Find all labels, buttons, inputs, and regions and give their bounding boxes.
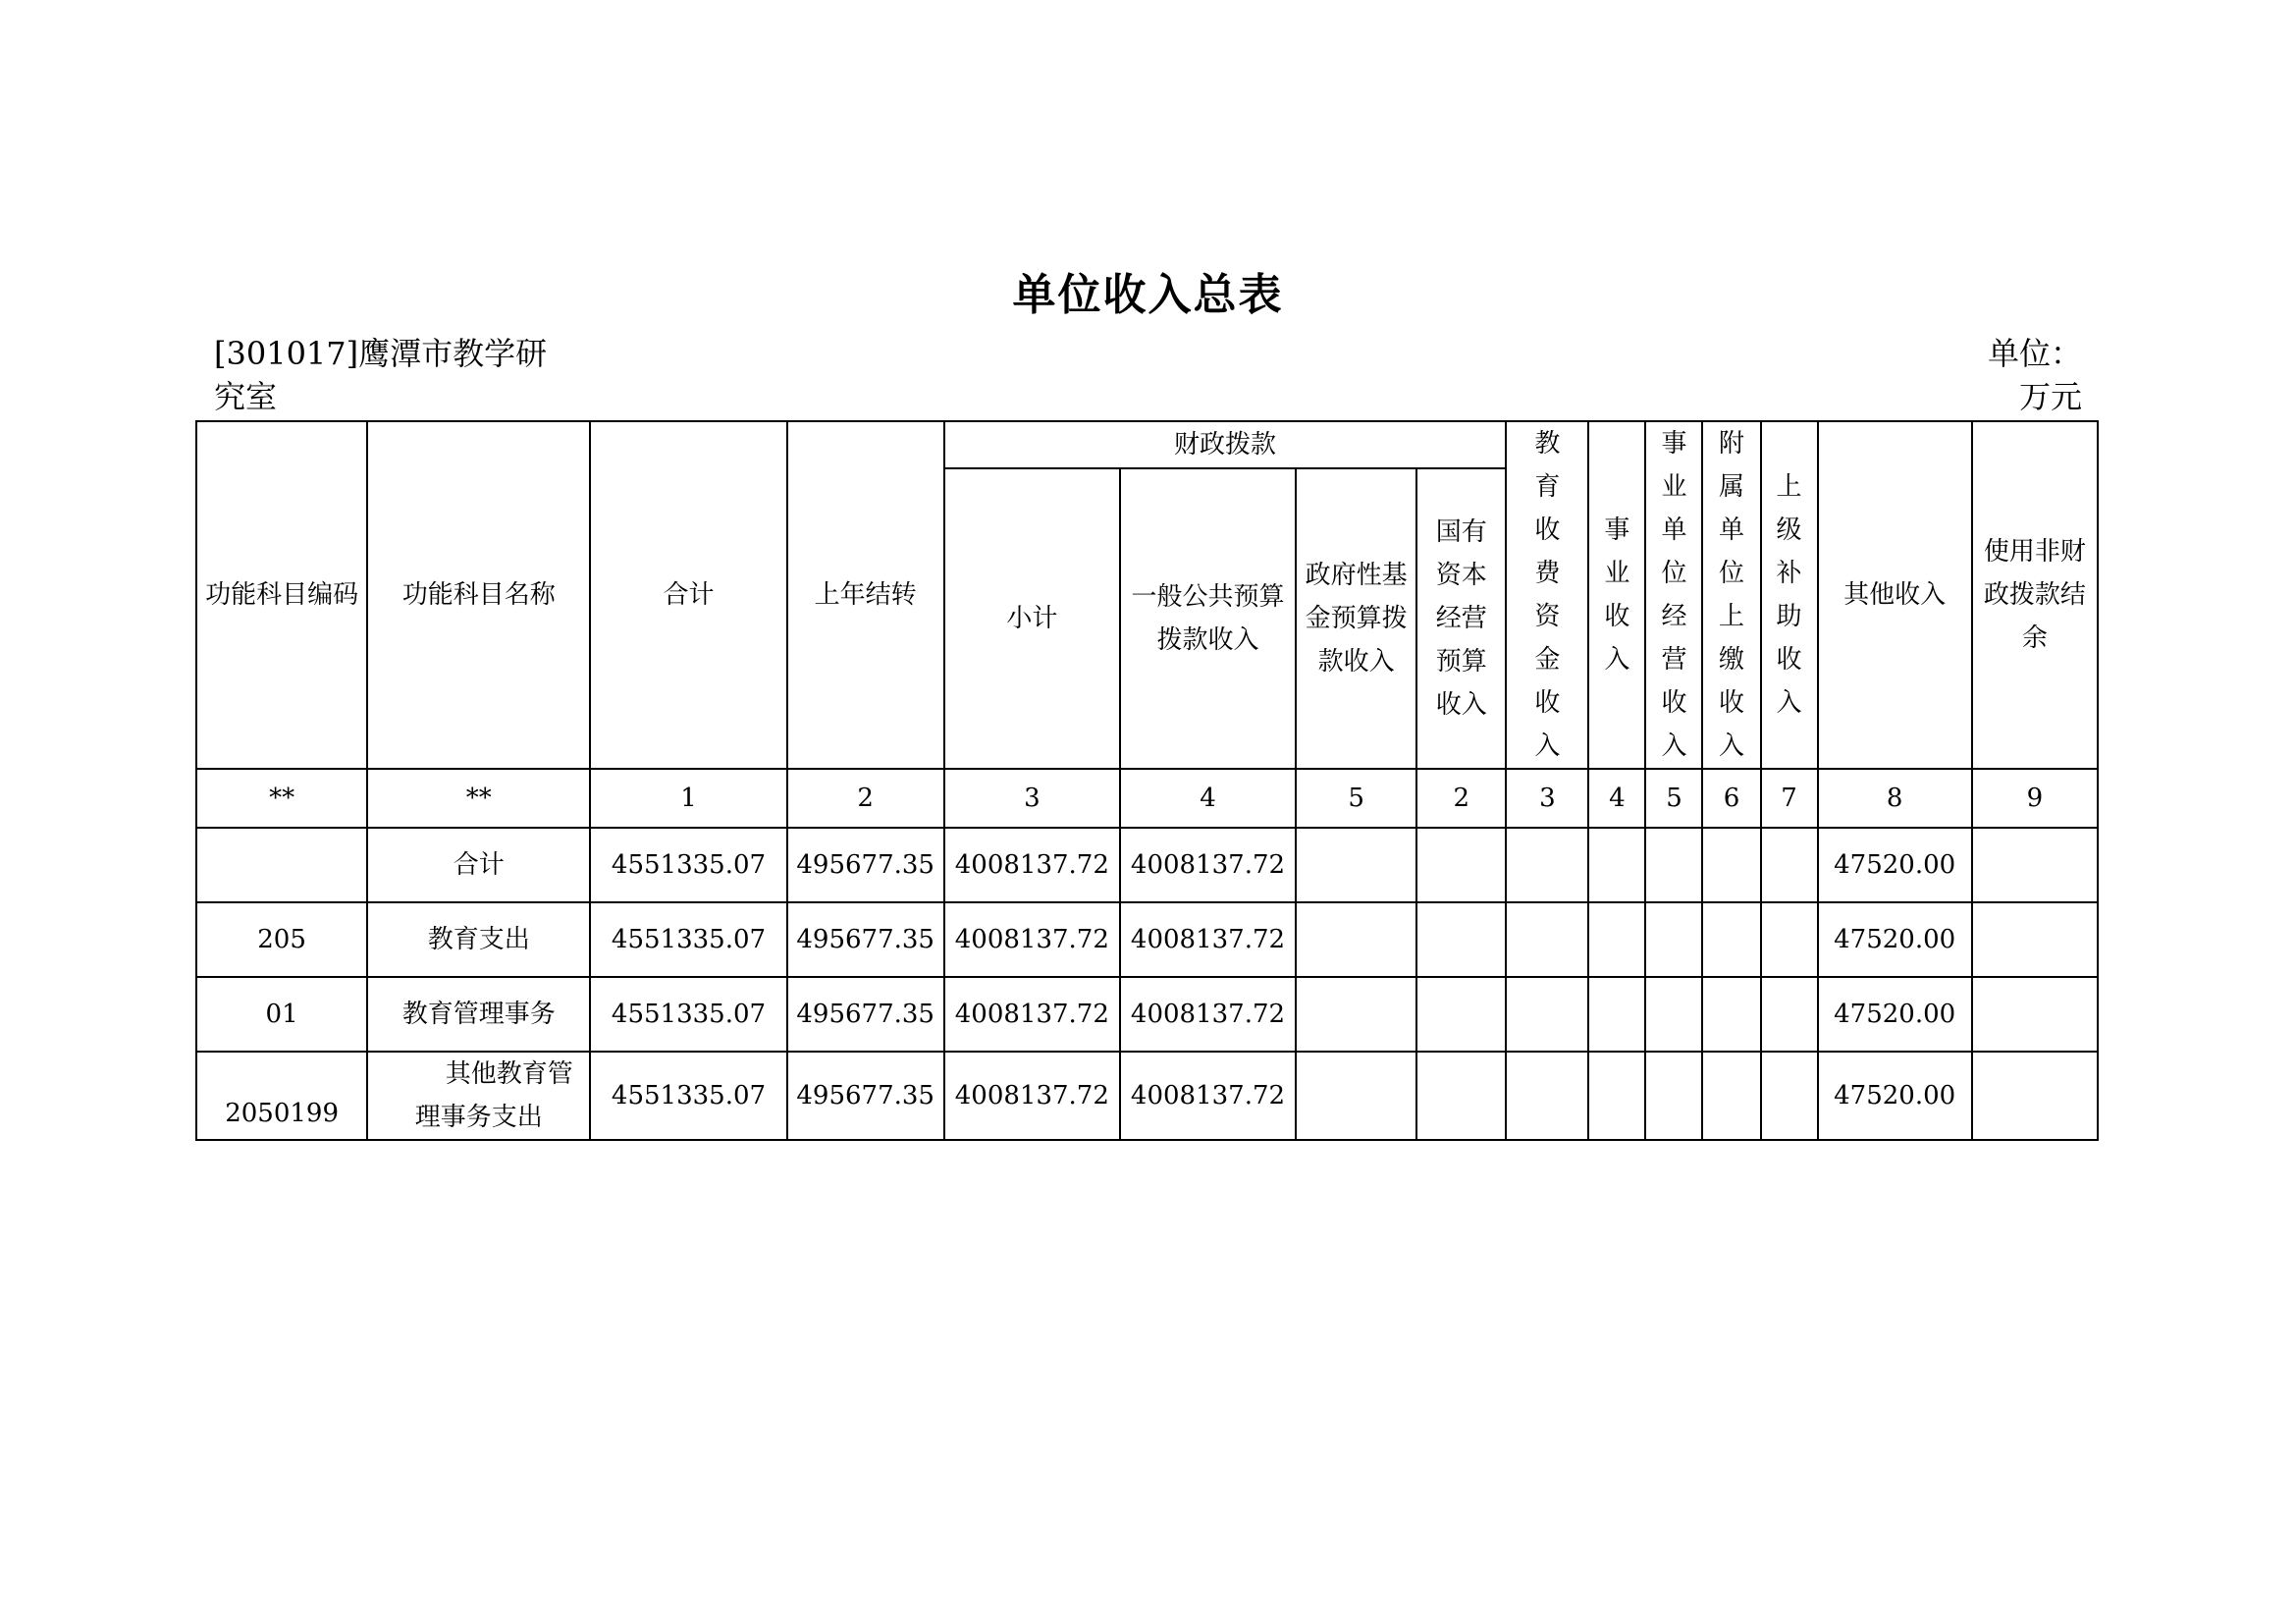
header-char: 资	[1534, 602, 1561, 631]
row-empty-cell	[1645, 1052, 1702, 1140]
header-char: 收	[1604, 602, 1630, 631]
header-char: 业	[1661, 472, 1687, 502]
header-char: 入	[1604, 645, 1630, 675]
header-gov-fund: 政府性基金预算拨款收入	[1296, 468, 1416, 769]
row-code: 2050199	[196, 1052, 367, 1140]
header-business-unit-operation	[1645, 421, 1702, 769]
header-char: 助	[1776, 602, 1802, 631]
row-total: 4551335.07	[590, 902, 786, 977]
header-fiscal-group: 财政拨款	[944, 421, 1507, 468]
row-other-income: 47520.00	[1818, 1052, 1972, 1140]
row-empty-cell	[1645, 902, 1702, 977]
column-number: 3	[944, 769, 1120, 828]
header-general-budget: 一般公共预算拨款收入	[1120, 468, 1296, 769]
header-char: 入	[1534, 731, 1561, 761]
row-general-budget: 4008137.72	[1120, 977, 1296, 1052]
row-code: 205	[196, 902, 367, 977]
row-name-line-2: 理事务支出	[414, 1103, 543, 1132]
row-name: 教育管理事务	[367, 977, 590, 1052]
row-empty-cell	[1761, 1052, 1818, 1140]
row-empty-cell	[1761, 977, 1818, 1052]
header-char: 收	[1534, 688, 1561, 718]
row-name	[367, 1052, 590, 1140]
row-general-budget: 4008137.72	[1120, 902, 1296, 977]
header-business-income	[1588, 421, 1645, 769]
column-number: 5	[1296, 769, 1416, 828]
column-number: 5	[1645, 769, 1702, 828]
row-subtotal: 4008137.72	[944, 1052, 1120, 1140]
header-char: 事	[1661, 429, 1687, 459]
row-empty-cell	[1972, 902, 2098, 977]
row-empty-cell	[1506, 977, 1588, 1052]
row-empty-cell	[1702, 1052, 1760, 1140]
row-empty-cell	[1702, 828, 1760, 902]
row-carryover: 495677.35	[787, 1052, 944, 1140]
header-char: 上	[1776, 472, 1802, 502]
header-char: 补	[1776, 559, 1802, 588]
column-number: 4	[1120, 769, 1296, 828]
column-number: 3	[1506, 769, 1588, 828]
unit-line-2: 万元	[2018, 378, 2082, 415]
header-char: 金	[1534, 645, 1561, 675]
header-non-fiscal-balance: 使用非财政拨款结余	[1972, 421, 2098, 769]
row-subtotal: 4008137.72	[944, 977, 1120, 1052]
header-name: 功能科目名称	[367, 421, 590, 769]
row-empty-cell	[1296, 828, 1416, 902]
organization-label	[214, 332, 547, 418]
row-total: 4551335.07	[590, 828, 786, 902]
page-title: 单位收入总表	[1012, 270, 1284, 320]
column-number: 4	[1588, 769, 1645, 828]
column-number: 6	[1702, 769, 1760, 828]
header-char: 附	[1719, 429, 1745, 459]
row-empty-cell	[1588, 1052, 1645, 1140]
header-char: 单	[1719, 515, 1745, 545]
row-empty-cell	[1416, 1052, 1506, 1140]
row-empty-cell	[1588, 828, 1645, 902]
header-code: 功能科目编码	[196, 421, 367, 769]
header-char: 收	[1661, 688, 1687, 718]
unit-label	[1988, 332, 2082, 418]
table-row	[196, 902, 2098, 977]
header-char: 收	[1534, 515, 1561, 545]
row-carryover: 495677.35	[787, 828, 944, 902]
row-subtotal: 4008137.72	[944, 902, 1120, 977]
row-code	[196, 828, 367, 902]
header-char: 事	[1604, 515, 1630, 545]
column-number: **	[196, 769, 367, 828]
header-carryover: 上年结转	[787, 421, 944, 769]
row-other-income: 47520.00	[1818, 902, 1972, 977]
row-empty-cell	[1296, 1052, 1416, 1140]
row-empty-cell	[1761, 828, 1818, 902]
table-row	[196, 977, 2098, 1052]
header-affiliated-payment	[1702, 421, 1760, 769]
header-char: 单	[1661, 515, 1687, 545]
header-char: 上	[1719, 602, 1745, 631]
row-name: 教育支出	[367, 902, 590, 977]
column-number: 2	[1416, 769, 1506, 828]
row-general-budget: 4008137.72	[1120, 1052, 1296, 1140]
organization-line-2: 究室	[214, 378, 278, 415]
row-general-budget: 4008137.72	[1120, 828, 1296, 902]
header-char: 教	[1534, 429, 1561, 459]
header-char: 营	[1661, 645, 1687, 675]
header-char: 缴	[1719, 645, 1745, 675]
row-carryover: 495677.35	[787, 902, 944, 977]
row-empty-cell	[1416, 902, 1506, 977]
header-char: 费	[1534, 559, 1561, 588]
column-number: 8	[1818, 769, 1972, 828]
column-number-row	[196, 769, 2098, 828]
header-char: 位	[1661, 559, 1687, 588]
income-summary-table	[195, 420, 2099, 1141]
column-number: 9	[1972, 769, 2098, 828]
header-char: 经	[1661, 602, 1687, 631]
header-edu-fee	[1506, 421, 1588, 769]
row-empty-cell	[1702, 902, 1760, 977]
row-code: 01	[196, 977, 367, 1052]
table-row	[196, 1052, 2098, 1140]
row-empty-cell	[1506, 1052, 1588, 1140]
column-number: 7	[1761, 769, 1818, 828]
row-name-line-1: 其他教育管	[445, 1059, 573, 1089]
header-char: 收	[1719, 688, 1745, 718]
row-other-income: 47520.00	[1818, 977, 1972, 1052]
header-char: 级	[1776, 515, 1802, 545]
row-empty-cell	[1972, 828, 2098, 902]
row-empty-cell	[1296, 977, 1416, 1052]
row-total: 4551335.07	[590, 1052, 786, 1140]
header-char: 育	[1534, 472, 1561, 502]
header-char: 收	[1776, 645, 1802, 675]
header-char: 入	[1661, 731, 1687, 761]
row-empty-cell	[1645, 828, 1702, 902]
row-total: 4551335.07	[590, 977, 786, 1052]
row-empty-cell	[1296, 902, 1416, 977]
unit-line-1: 单位：	[1987, 335, 2082, 372]
row-other-income: 47520.00	[1818, 828, 1972, 902]
column-number: 1	[590, 769, 786, 828]
table-row	[196, 828, 2098, 902]
column-number: **	[367, 769, 590, 828]
row-empty-cell	[1761, 902, 1818, 977]
row-empty-cell	[1645, 977, 1702, 1052]
header-state-capital: 国有资本经营预算收入	[1416, 468, 1506, 769]
header-superior-subsidy	[1761, 421, 1818, 769]
row-name: 合计	[367, 828, 590, 902]
header-subtotal: 小计	[944, 468, 1120, 769]
row-empty-cell	[1588, 977, 1645, 1052]
row-empty-cell	[1972, 977, 2098, 1052]
row-subtotal: 4008137.72	[944, 828, 1120, 902]
row-empty-cell	[1506, 828, 1588, 902]
row-empty-cell	[1972, 1052, 2098, 1140]
row-empty-cell	[1702, 977, 1760, 1052]
row-empty-cell	[1416, 977, 1506, 1052]
organization-line-1: [301017]鹰潭市教学研	[214, 335, 548, 372]
header-char: 入	[1719, 731, 1745, 761]
header-other-income: 其他收入	[1818, 421, 1972, 769]
header-char: 入	[1776, 688, 1802, 718]
row-carryover: 495677.35	[787, 977, 944, 1052]
header-total: 合计	[590, 421, 786, 769]
row-empty-cell	[1416, 828, 1506, 902]
column-number: 2	[787, 769, 944, 828]
header-char: 位	[1719, 559, 1745, 588]
row-empty-cell	[1588, 902, 1645, 977]
row-empty-cell	[1506, 902, 1588, 977]
header-char: 属	[1719, 472, 1745, 502]
header-char: 业	[1604, 559, 1630, 588]
